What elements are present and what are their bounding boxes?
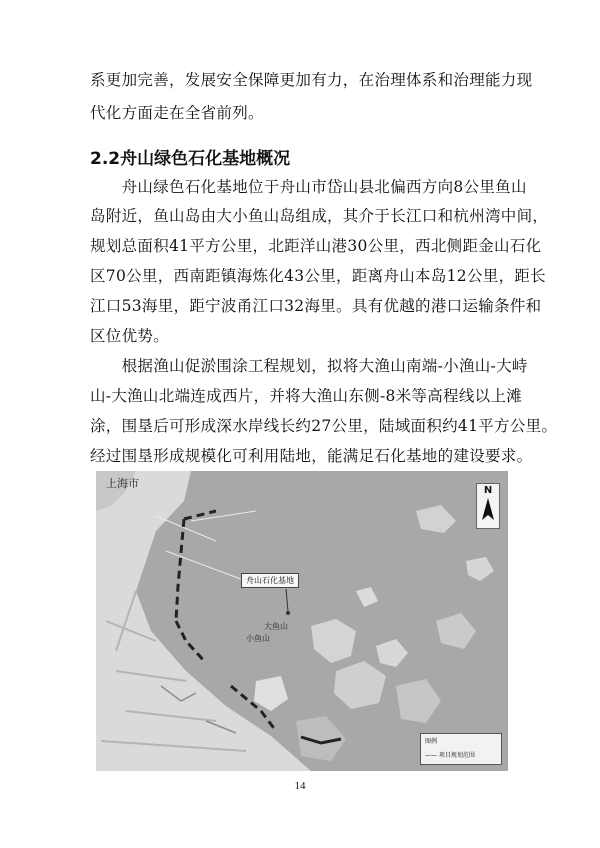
map-city-label: 上海市	[106, 477, 139, 490]
text-line: 江口53海里，距宁波甬江口32海里。具有优越的港口运输条件和	[90, 297, 542, 315]
text-line: 舟山绿色石化基地位于舟山市岱山县北偏西方向8公里鱼山	[90, 178, 527, 196]
north-arrow	[476, 483, 500, 529]
location-map	[96, 471, 508, 771]
map-site-label: 舟山石化基地	[241, 573, 299, 588]
map-island-label: 大鱼山	[264, 622, 288, 631]
map-legend	[420, 733, 502, 765]
text-line: 规划总面积41平方公里，北距洋山港30公里，西北侧距金山石化	[90, 237, 542, 255]
text-line: 山-大渔山北端连成西片，并将大渔山东侧-8米等高程线以上滩	[90, 387, 523, 405]
text-line: 系更加完善，发展安全保障更加有力，在治理体系和治理能力现	[90, 71, 533, 89]
legend-title: 图例	[425, 738, 438, 745]
text-line: 涂，围垦后可形成深水岸线长约27公里，陆域面积约41平方公里。	[90, 417, 558, 435]
text-line: 经过围垦形成规模化可利用陆地，能满足石化基地的建设要求。	[90, 447, 533, 465]
section-heading: 2.2舟山绿色石化基地概况	[90, 149, 291, 169]
north-arrow-icon	[477, 484, 499, 528]
text-line: 根据渔山促淤围涂工程规划，拟将大渔山南端-小渔山-大峙	[90, 357, 528, 375]
legend-item: —— 项目规划范围	[425, 752, 475, 759]
text-line: 区位优势。	[90, 327, 170, 345]
text-line: 代化方面走在全省前列。	[90, 104, 264, 122]
north-letter: N	[483, 485, 493, 496]
map-island-label-2: 小鱼山	[246, 634, 270, 643]
text-line: 区70公里，西南距镇海炼化43公里，距离舟山本岛12公里，距长	[90, 267, 546, 285]
page-number: 14	[294, 780, 306, 792]
map-graphic	[96, 471, 508, 771]
text-line: 岛附近，鱼山岛由大小鱼山岛组成，其介于长江口和杭州湾中间，	[90, 207, 549, 225]
